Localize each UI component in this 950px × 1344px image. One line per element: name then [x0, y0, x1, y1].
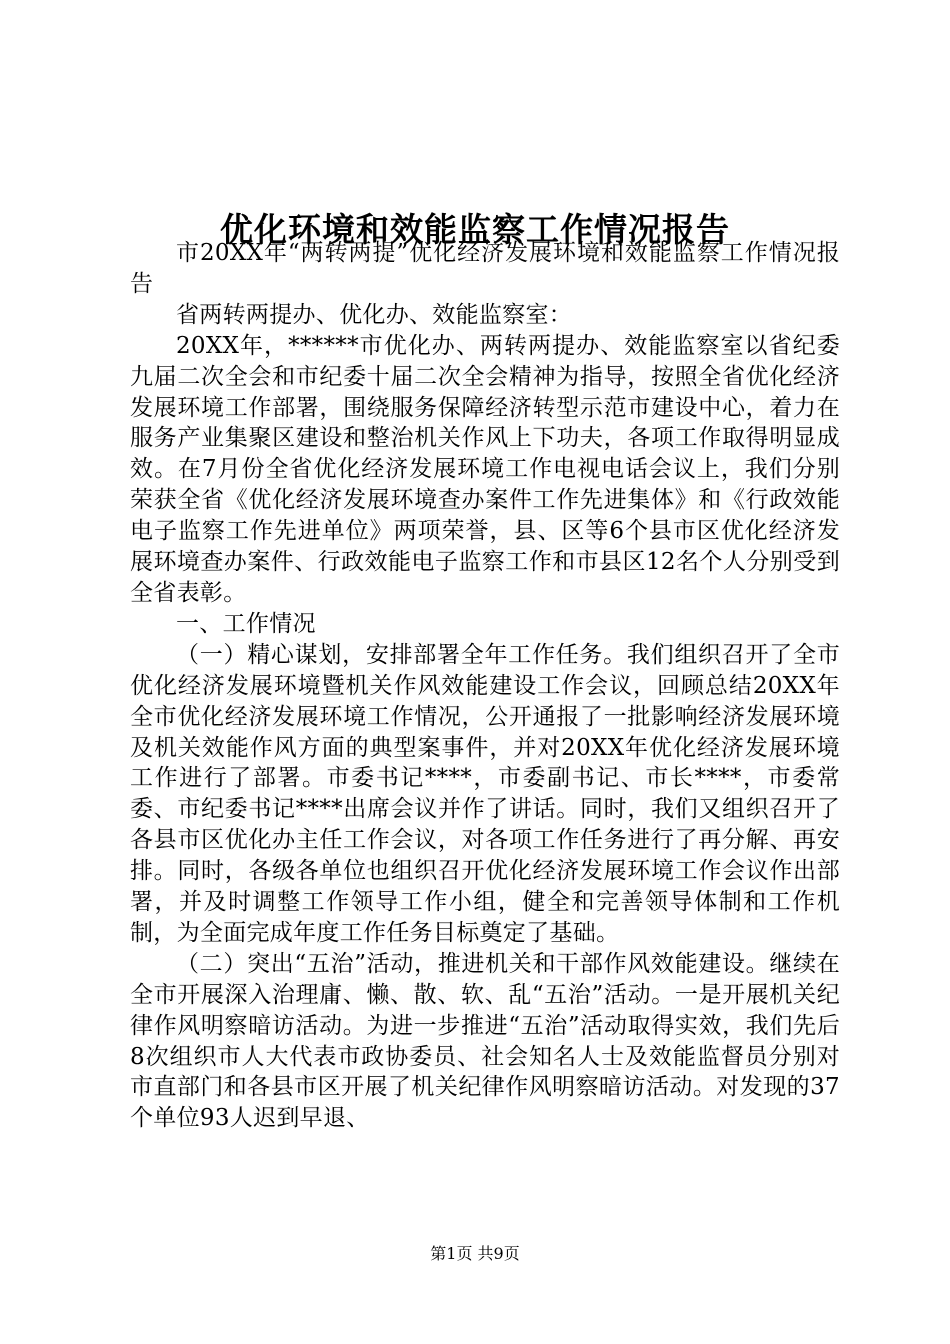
subsection-2-paragraph: （二）突出“五治”活动，推进机关和干部作风效能建设。继续在全市开展深入治理庸、懒、散、软、乱“五治”活动。一是开展机关纪律作风明察暗访活动。为进一步推进“五治”活动取得实效，我们先后8次组织市人大代表市政协委员、社会知名人士及效能监督员分别对市直部门和各县市区开展了机关纪律作风明察暗访活动。对发现的37个单位93人迟到早退、 [130, 950, 840, 1132]
page-number-footer: 第1页 共9页 [430, 1244, 520, 1263]
section-heading: 一、工作情况 [176, 610, 316, 637]
report-heading-paragraph: 市20XX年“两转两提”优化经济发展环境和效能监察工作情况报告 [130, 240, 840, 297]
intro-paragraph: 20XX年，******市优化办、两转两提办、效能监察室以省纪委九届二次全会和市纪委十届二次全会精神为指导，按照全省优化经济发展环境工作部署，围绕服务保障经济转型示范市建设中心，着力在服务产业集聚区建设和整治机关作风上下功夫，各项工作取得明显成效。在7月份全省优化经济发展环境工作电视电话会议上，我们分别荣获全省《优化经济发展环境查办案件工作先进集体》和《行政效能电子监察工作先进单位》两项荣誉，县、区等6个县市区优化经济发展环境查办案件、行政效能电子监察工作和市县区12名个人分别受到全省表彰。 [130, 332, 840, 606]
document-body [130, 238, 840, 1134]
document-title: 优化环境和效能监察工作情况报告 [220, 210, 730, 250]
subsection-1-paragraph: （一）精心谋划，安排部署全年工作任务。我们组织召开了全市优化经济发展环境暨机关作风效能建设工作会议，回顾总结20XX年全市优化经济发展环境工作情况，公开通报了一批影响经济发展环境及机关效能作风方面的典型案事件，并对20XX年优化经济发展环境工作进行了部署。市委书记****，市委副书记、市长****，市委常委、市纪委书记****出席会议并作了讲话。同时，我们又组织召开了各县市区优化办主任工作会议，对各项工作任务进行了再分解、再安排。同时，各级各单位也组织召开优化经济发展环境工作会议作出部署，并及时调整工作领导工作小组，健全和完善领导体制和工作机制，为全面完成年度工作任务目标奠定了基础。 [130, 641, 840, 946]
salutation-paragraph: 省两转两提办、优化办、效能监察室： [176, 301, 573, 328]
